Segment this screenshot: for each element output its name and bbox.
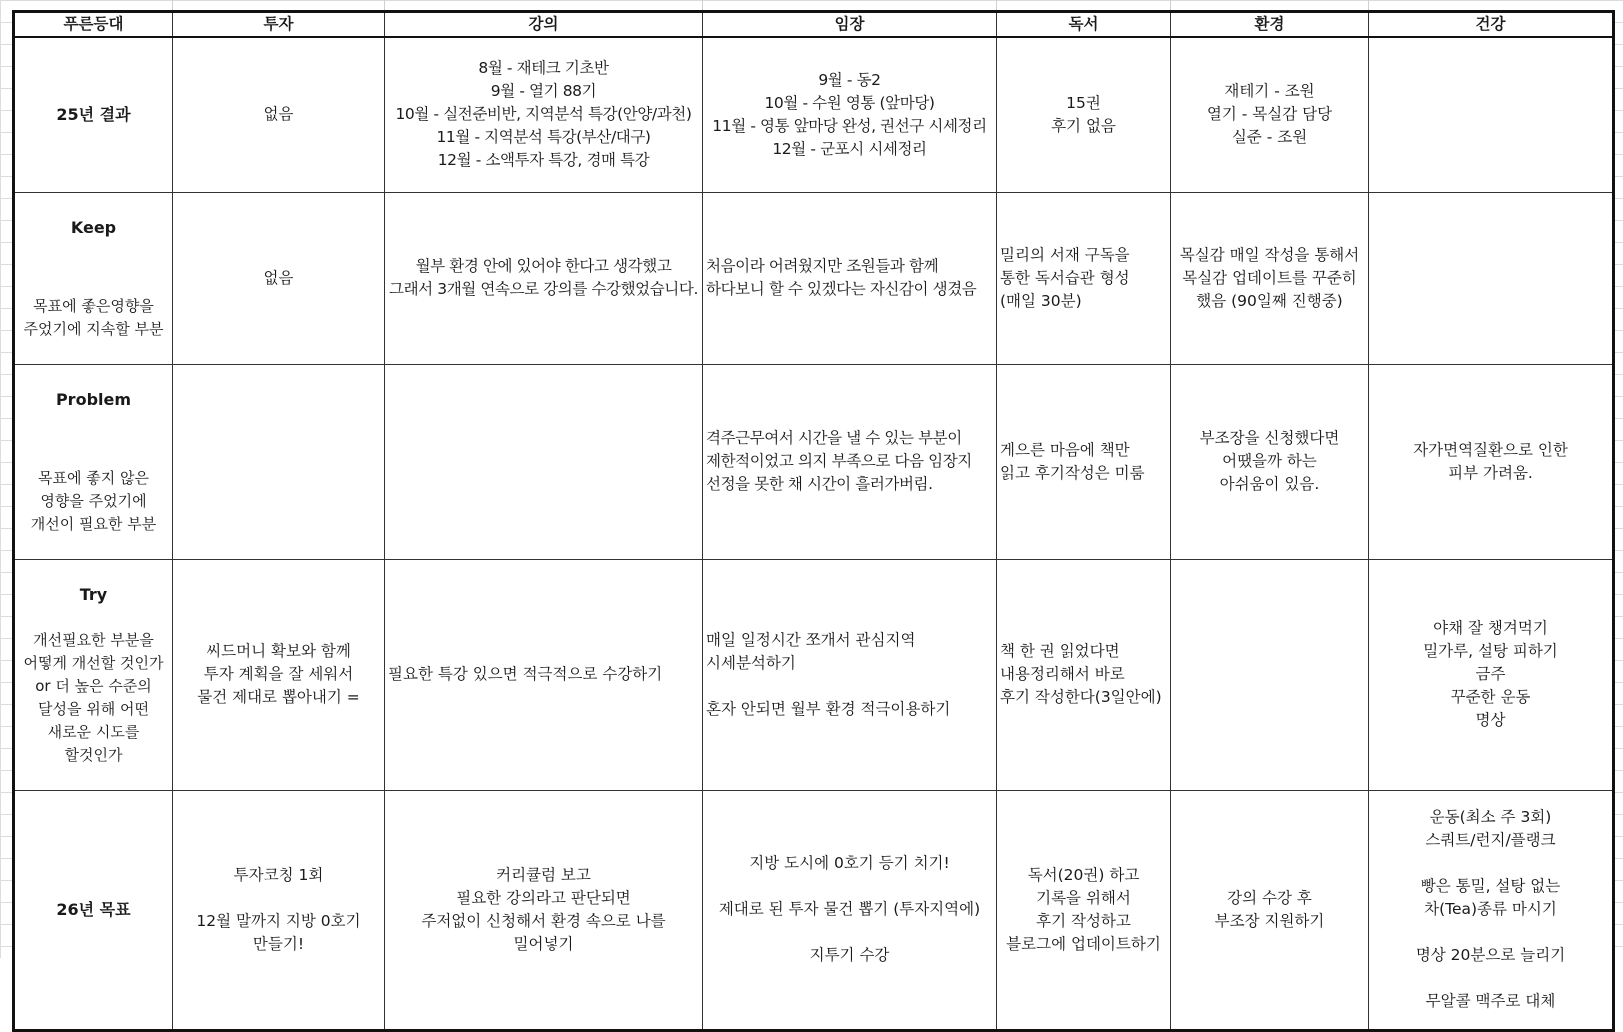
cell-keep-environment[interactable]: 목실감 매일 작성을 통해서 목실감 업데이트를 꾸준히 했음 (90일째 진행중): [1171, 192, 1369, 364]
spacer: [18, 434, 169, 444]
cell-problem-reading[interactable]: 게으른 마음에 책만 읽고 후기작성은 미룸: [997, 364, 1171, 559]
row-head-try[interactable]: [14, 559, 173, 790]
table-row-goal: [14, 790, 1614, 1030]
cell-goal-environment[interactable]: 강의 수강 후 부조장 지원하기: [1171, 790, 1369, 1030]
row-head-result[interactable]: [14, 37, 173, 192]
header-cell-health[interactable]: 건강: [1369, 12, 1614, 38]
cell-result-field[interactable]: 9월 - 동2 10월 - 수원 영통 (앞마당) 11월 - 영통 앞마당 완성, 권선구 시세정리 12월 - 군포시 시세정리: [703, 37, 997, 192]
spacer: [18, 262, 169, 272]
header-cell-environment[interactable]: 환경: [1171, 12, 1369, 38]
table-row-try: [14, 559, 1614, 790]
cell-problem-field[interactable]: 격주근무여서 시간을 낼 수 있는 부분이 제한적이었고 의지 부족으로 다음 임장지 선정을 못한 채 시간이 흘러가버림.: [703, 364, 997, 559]
cell-try-reading[interactable]: 책 한 권 읽었다면 내용정리해서 바로 후기 작성한다(3일안에): [997, 559, 1171, 790]
table-row-result: [14, 37, 1614, 192]
cell-result-health[interactable]: [1369, 37, 1614, 192]
row-head-problem[interactable]: [14, 364, 173, 559]
header-cell-invest[interactable]: 투자: [173, 12, 385, 38]
cell-problem-lecture[interactable]: [385, 364, 703, 559]
cell-keep-health[interactable]: [1369, 192, 1614, 364]
row-title: 26년 목표: [56, 900, 131, 919]
cell-goal-field[interactable]: 지방 도시에 0호기 등기 치기! 제대로 된 투자 물건 뽑기 (투자지역에) 지투기 수강: [703, 790, 997, 1030]
header-cell-reading[interactable]: 독서: [997, 12, 1171, 38]
cell-problem-invest[interactable]: [173, 364, 385, 559]
table-row-keep: [14, 192, 1614, 364]
row-head-goal[interactable]: [14, 790, 173, 1030]
cell-result-environment[interactable]: 재테기 - 조원 열기 - 목실감 담당 실준 - 조원: [1171, 37, 1369, 192]
header-cell-lighthouse[interactable]: 푸른등대: [14, 12, 173, 38]
row-title: 25년 결과: [56, 105, 131, 125]
cell-goal-invest[interactable]: 투자코칭 1회 12월 말까지 지방 0호기 만들기!: [173, 790, 385, 1030]
cell-try-environment[interactable]: [1171, 559, 1369, 790]
cell-keep-reading[interactable]: 밀리의 서재 구독을 통한 독서습관 형성 (매일 30분): [997, 192, 1171, 364]
row-title: Problem: [55, 389, 132, 409]
retrospective-table: [12, 10, 1615, 1032]
cell-keep-field[interactable]: 처음이라 어려웠지만 조원들과 함께 하다보니 할 수 있겠다는 자신감이 생겼음: [703, 192, 997, 364]
row-description: 목표에 좋은영향을 주었기에 지속할 부분: [23, 296, 164, 338]
row-title: Keep: [70, 217, 117, 237]
cell-result-invest[interactable]: 없음: [173, 37, 385, 192]
cell-result-reading[interactable]: 15권 후기 없음: [997, 37, 1171, 192]
cell-result-lecture[interactable]: 8월 - 재테크 기초반 9월 - 열기 88기 10월 - 실전준비반, 지역분석 특강(안양/과천) 11월 - 지역분석 특강(부산/대구) 12월 - 소액투자 특강, 경매 특강: [385, 37, 703, 192]
cell-problem-environment[interactable]: 부조장을 신청했다면 어땠을까 하는 아쉬움이 있음.: [1171, 364, 1369, 559]
header-cell-lecture[interactable]: 강의: [385, 12, 703, 38]
cell-keep-invest[interactable]: 없음: [173, 192, 385, 364]
cell-goal-health[interactable]: 운동(최소 주 3회) 스쿼트/런지/플랭크 빵은 통밀, 설탕 없는 차(Tea)종류 마시기 명상 20분으로 늘리기 무알콜 맥주로 대체: [1369, 790, 1614, 1030]
row-title: Try: [79, 584, 108, 604]
cell-try-invest[interactable]: 씨드머니 확보와 함께 투자 계획을 잘 세워서 물건 제대로 뽑아내기 =: [173, 559, 385, 790]
cell-try-field[interactable]: 매일 일정시간 쪼개서 관심지역 시세분석하기 혼자 안되면 월부 환경 적극이용하기: [703, 559, 997, 790]
cell-try-health[interactable]: 야채 잘 챙겨먹기 밀가루, 설탕 피하기 금주 꾸준한 운동 명상: [1369, 559, 1614, 790]
row-description: 개선필요한 부분을 어떻게 개선할 것인가 or 더 높은 수준의 달성을 위해 어떤 새로운 시도를 할것인가: [23, 630, 164, 764]
cell-goal-reading[interactable]: 독서(20권) 하고 기록을 위해서 후기 작성하고 블로그에 업데이트하기: [997, 790, 1171, 1030]
row-description: 목표에 좋지 않은 영향을 주었기에 개선이 필요한 부분: [30, 468, 157, 533]
cell-try-lecture[interactable]: 필요한 특강 있으면 적극적으로 수강하기: [385, 559, 703, 790]
cell-problem-health[interactable]: 자가면역질환으로 인한 피부 가려움.: [1369, 364, 1614, 559]
header-row: [14, 12, 1614, 38]
cell-keep-lecture[interactable]: 월부 환경 안에 있어야 한다고 생각했고 그래서 3개월 연속으로 강의를 수강했었습니다.: [385, 192, 703, 364]
row-head-keep[interactable]: [14, 192, 173, 364]
cell-goal-lecture[interactable]: 커리큘럼 보고 필요한 강의라고 판단되면 주저없이 신청해서 환경 속으로 나를 밀어넣기: [385, 790, 703, 1030]
header-cell-field-trip[interactable]: 임장: [703, 12, 997, 38]
table-row-problem: [14, 364, 1614, 559]
